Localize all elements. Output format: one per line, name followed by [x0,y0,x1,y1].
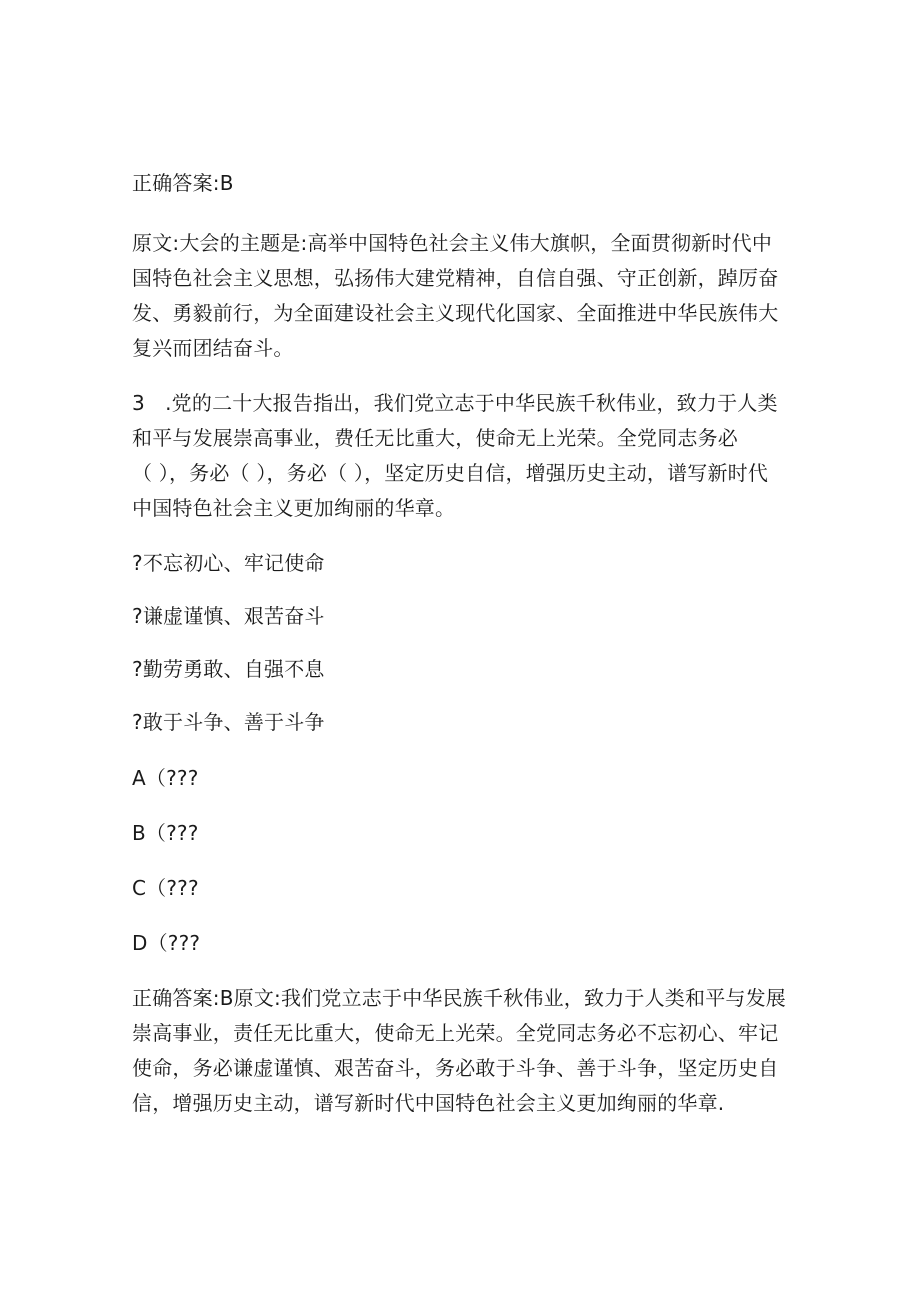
answer-line-1: 正确答案:B [132,171,234,195]
question-3-line: 中国特色社会主义更加绚丽的华章。 [132,496,456,520]
answer-option-a: A（??? [132,766,199,790]
question-3-line: （ ），务必（ ），务必（ ），坚定历史自信，增强历史主动，谱写新时代 [132,461,769,485]
question-item: ?敢于斗争、善于斗争 [132,710,325,734]
explanation-line: 国特色社会主义思想，弘扬伟大建党精神，自信自强、守正创新，踔厉奋 [132,266,779,290]
question-item: ?勤劳勇敢、自强不息 [132,657,325,681]
question-item: ?谦虚谨慎、艰苦奋斗 [132,604,325,628]
question-item: ?不忘初心、牢记使命 [132,551,325,575]
answer-explanation-line: 正确答案:B原文:我们党立志于中华民族千秋伟业，致力于人类和平与发展 [132,986,786,1010]
answer-explanation-line: 使命，务必谦虚谨慎、艰苦奋斗，务必敢于斗争、善于斗争，坚定历史自 [132,1056,779,1080]
question-3-line: 和平与发展崇高事业，费任无比重大，使命无上光荣。全党同志务必 [132,426,738,450]
answer-explanation-line: 崇高事业，责任无比重大，使命无上光荣。全党同志务必不忘初心、牢记 [132,1021,779,1045]
explanation-line: 原文:大会的主题是:高举中国特色社会主义伟大旗帜，全面贯彻新时代中 [132,231,773,255]
answer-option-d: D（??? [132,931,201,955]
answer-explanation-line: 信，增强历史主动，谱写新时代中国特色社会主义更加绚丽的华章. [132,1091,725,1115]
explanation-line: 复兴而团结奋斗。 [132,336,294,360]
answer-option-c: C（??? [132,876,199,900]
explanation-line: 发、勇毅前行，为全面建设社会主义现代化国家、全面推进中华民族伟大 [132,301,779,325]
answer-option-b: B（??? [132,821,199,845]
question-3-line: 3 .党的二十大报告指出，我们党立志于中华民族千秋伟业，致力于人类 [132,391,778,415]
